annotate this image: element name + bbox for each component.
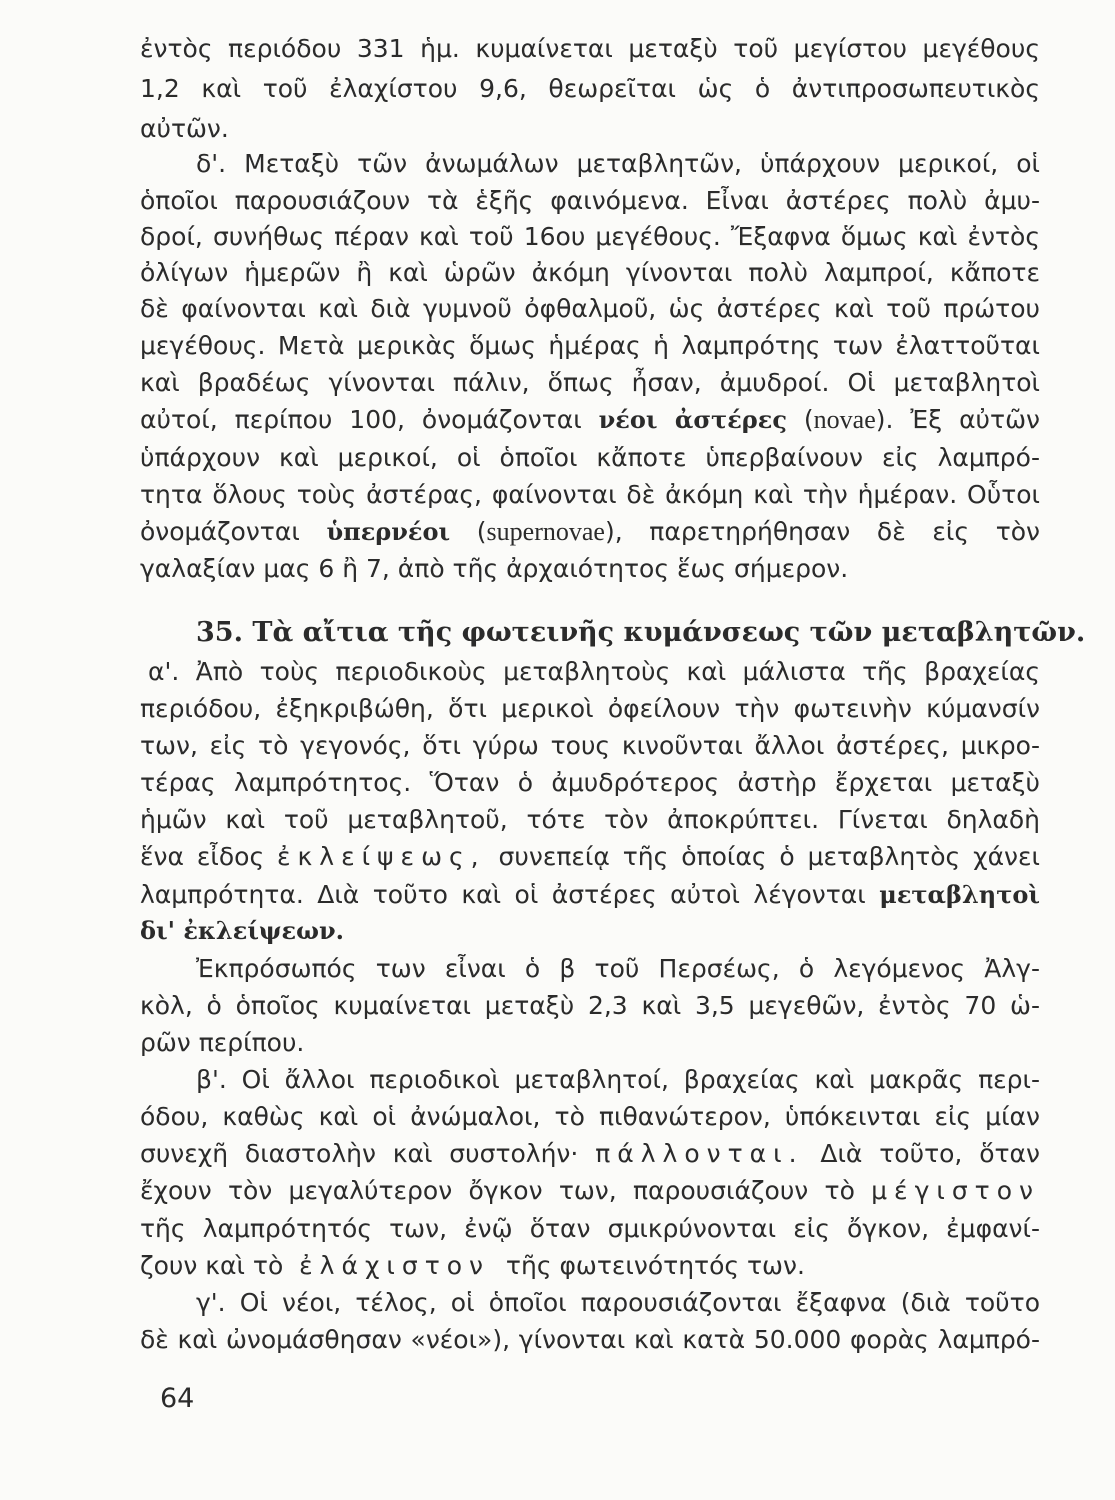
term-novae-greek: νέοι ἀστέρες bbox=[598, 405, 787, 434]
text-span: ), παρετηρήθησαν δὲ εἰς τὸν bbox=[604, 517, 1041, 546]
text-line: καὶ βραδέως γίνονται πάλιν, ὅπως ἦσαν, ἀμυδροί. Οἱ μεταβλητοὶ bbox=[140, 368, 1040, 397]
term-eclipsing: μεταβλητοὶ bbox=[879, 880, 1041, 909]
section-heading: 35. Τὰ αἴτια τῆς φωτεινῆς κυμάνσεως τῶν μεταβλητῶν. bbox=[196, 617, 1086, 648]
text-line: μεγέθους. Μετὰ μερικὰς ὅμως ἡμέρας ἡ λαμπρότης των ἐλαττοῦται bbox=[140, 331, 1040, 360]
spaced-term: μέγιστον bbox=[871, 1176, 1040, 1205]
text-line: ὑπάρχουν καὶ μερικοί, οἱ ὁποῖοι κἄποτε ὑπερβαίνουν εἰς λαμπρό- bbox=[140, 443, 1040, 472]
text-line: ὀλίγων ἡμερῶν ἢ καὶ ὡρῶν ἀκόμη γίνονται πολὺ λαμπροί, κἄποτε bbox=[140, 258, 1040, 287]
term-eclipsing-cont: δι' ἐκλείψεων. bbox=[140, 916, 344, 945]
text-line: αὐτῶν. bbox=[140, 114, 229, 143]
text-line: ρῶν περίπου. bbox=[140, 1028, 305, 1057]
text-line bbox=[140, 1137, 1040, 1171]
text-line: γαλαξίαν μας 6 ἢ 7, ἀπὸ τῆς ἀρχαιότητος ἕως σήμερον. bbox=[140, 554, 849, 583]
spaced-term: ἐλάχιστον bbox=[299, 1251, 491, 1280]
text-line: Ἐκπρόσωπός των εἶναι ὁ β τοῦ Περσέως, ὁ λεγόμενος Ἀλγ- bbox=[196, 954, 1040, 983]
text-line: κὸλ, ὁ ὁποῖος κυμαίνεται μεταξὺ 2,3 καὶ 3,5 μεγεθῶν, ἐντὸς 70 ὡ- bbox=[140, 991, 1040, 1020]
text-span: ὀνομάζονται bbox=[140, 517, 300, 546]
text-span: ). Ἐξ αὐτῶν bbox=[875, 405, 1040, 434]
text-line: περιόδου, ἐξηκριβώθη, ὅτι μερικοὶ ὀφείλουν τὴν φωτεινὴν κύμανσίν bbox=[140, 694, 1040, 723]
text-line: δ'. Μεταξὺ τῶν ἀνωμάλων μεταβλητῶν, ὑπάρχουν μερικοί, οἱ bbox=[196, 149, 1040, 178]
text-span: αὐτοί, περίπου 100, ὀνομάζονται bbox=[140, 405, 582, 434]
page-number: 64 bbox=[160, 1383, 195, 1414]
text-span: ζουν καὶ τὸ bbox=[140, 1251, 284, 1280]
text-line: όδου, καθὼς καὶ οἱ ἀνώμαλοι, τὸ πιθανώτερον, ὑπόκεινται εἰς μίαν bbox=[140, 1102, 1040, 1131]
text-span: συνεχῆ διαστολὴν καὶ συστολήν· bbox=[140, 1139, 579, 1168]
text-span: Διὰ τοῦτο, ὅταν bbox=[820, 1139, 1040, 1168]
text-line: ἐντὸς περιόδου 331 ἡμ. κυμαίνεται μεταξὺ τοῦ μεγίστου μεγέθους bbox=[140, 34, 1040, 63]
text-line: 1,2 καὶ τοῦ ἐλαχίστου 9,6, θεωρεῖται ὡς ὁ ἀντιπροσωπευτικὸς bbox=[140, 74, 1040, 103]
text-span: ἔχουν τὸν μεγαλύτερον ὄγκον των, παρουσιάζουν τὸ bbox=[140, 1176, 855, 1205]
text-line bbox=[140, 878, 1040, 912]
paren-open: ( bbox=[803, 405, 814, 434]
text-line: ὁποῖοι παρουσιάζουν τὰ ἑξῆς φαινόμενα. Εἶναι ἀστέρες πολὺ ἀμυ- bbox=[140, 186, 1040, 215]
text-line bbox=[140, 1249, 1040, 1283]
spaced-term: ἐκλείψεως, bbox=[277, 842, 486, 871]
text-line: δροί, συνήθως πέραν καὶ τοῦ 16ου μεγέθους. Ἔξαφνα ὅμως καὶ ἐντὸς bbox=[140, 222, 1040, 251]
text-line: των, εἰς τὸ γεγονός, ὅτι γύρω τους κινοῦνται ἄλλοι ἀστέρες, μικρο- bbox=[140, 731, 1040, 760]
text-line bbox=[140, 515, 1040, 549]
text-line: τέρας λαμπρότητος. Ὅταν ὁ ἀμυδρότερος ἀστὴρ ἔρχεται μεταξὺ bbox=[140, 768, 1040, 797]
text-line: δὲ φαίνονται καὶ διὰ γυμνοῦ ὀφθαλμοῦ, ὡς ἀστέρες καὶ τοῦ πρώτου bbox=[140, 294, 1040, 323]
text-line: τητα ὅλους τοὺς ἀστέρας, φαίνονται δὲ ἀκόμη καὶ τὴν ἡμέραν. Οὗτοι bbox=[140, 480, 1040, 509]
term-novae-latin: novae bbox=[813, 405, 876, 434]
text-span: λαμπρότητα. Διὰ τοῦτο καὶ οἱ ἀστέρες αὐτοὶ λέγονται bbox=[140, 880, 866, 909]
text-line: γ'. Οἱ νέοι, τέλος, οἱ ὁποῖοι παρουσιάζονται ἔξαφνα (διὰ τοῦτο bbox=[196, 1288, 1040, 1317]
text-line bbox=[140, 1174, 1040, 1208]
text-line: ἡμῶν καὶ τοῦ μεταβλητοῦ, τότε τὸν ἀποκρύπτει. Γίνεται δηλαδὴ bbox=[140, 805, 1040, 834]
text-span: ἕνα εἶδος bbox=[140, 842, 265, 871]
text-line bbox=[140, 840, 1040, 874]
text-line: β'. Οἱ ἄλλοι περιοδικοὶ μεταβλητοί, βραχείας καὶ μακρᾶς περι- bbox=[196, 1065, 1040, 1094]
text-line bbox=[140, 403, 1040, 437]
text-line: τῆς λαμπρότητός των, ἐνῷ ὅταν σμικρύνονται εἰς ὄγκον, ἐμφανί- bbox=[140, 1214, 1040, 1243]
text-span: συνεπείᾳ τῆς ὁποίας ὁ μεταβλητὸς χάνει bbox=[498, 842, 1040, 871]
term-supernovae-latin: supernovae bbox=[486, 517, 605, 546]
spaced-term: πάλλονται. bbox=[595, 1139, 804, 1168]
paren-open: ( bbox=[476, 517, 487, 546]
term-supernovae-greek: ὑπερνέοι bbox=[326, 517, 451, 546]
text-line: α'. Ἀπὸ τοὺς περιοδικοὺς μεταβλητοὺς καὶ μάλιστα τῆς βραχείας bbox=[148, 657, 1040, 686]
text-span: τῆς φωτεινότητός των. bbox=[505, 1251, 805, 1280]
text-line: δὲ καὶ ὠνομάσθησαν «νέοι»), γίνονται καὶ κατὰ 50.000 φορὰς λαμπρό- bbox=[140, 1325, 1040, 1354]
